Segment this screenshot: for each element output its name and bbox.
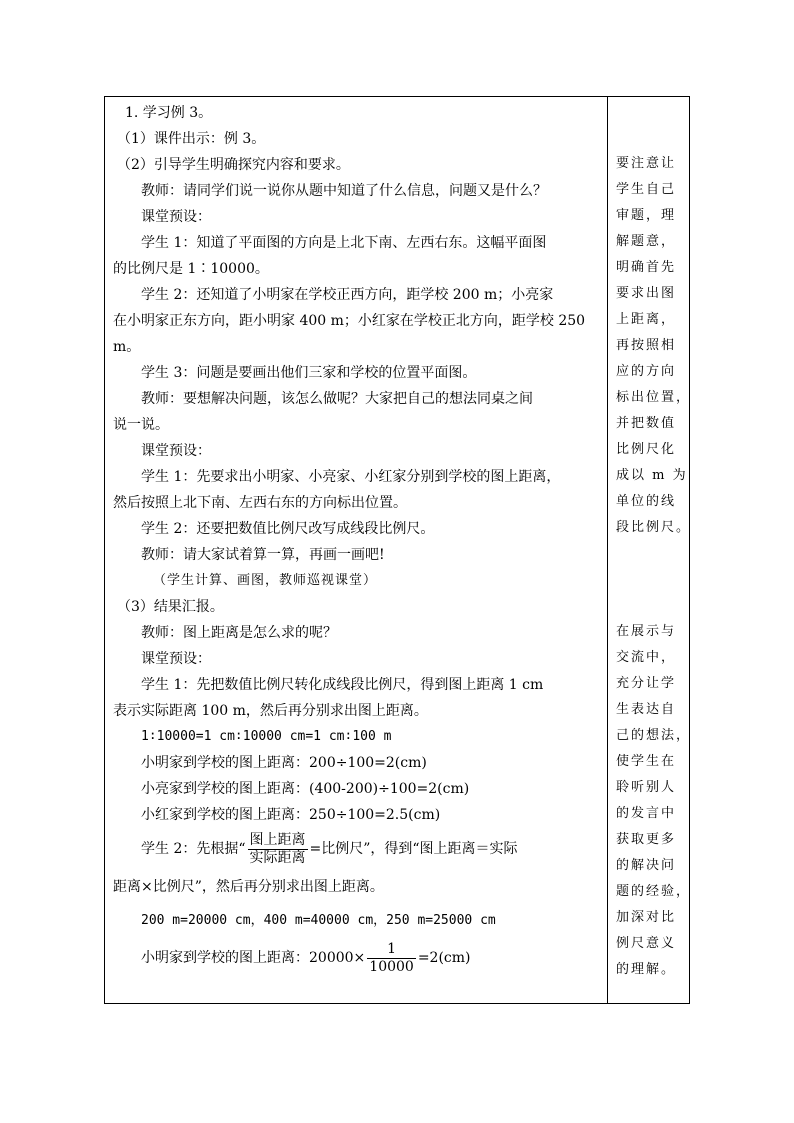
side-note-line: 己的想法， [616,728,692,743]
text-line: 教师：要想解决问题，该怎么做呢？大家把自己的想法同桌之间 [141,391,533,407]
side-note-line: 比例尺化 [616,442,677,457]
formula-line [141,937,471,979]
side-note-line: 使学生在 [616,754,677,769]
text-line: m。 [113,339,141,355]
side-note-line: 聆听别人 [616,780,677,795]
side-note-line: 审题，理 [616,208,677,223]
fraction-denominator: 10000 [369,958,414,975]
text-line: 学生 3：问题是要画出他们三家和学校的位置平面图。 [141,365,477,381]
text-line: 的比例尺是 1∶10000。 [113,261,269,277]
text-line: （1）课件出示：例 3。 [117,131,266,147]
lesson-table [104,96,690,1004]
formula-line [141,829,518,869]
text-line: 小亮家到学校的图上距离：(400-200)÷100=2(cm) [141,781,470,797]
side-note-line: 要注意让 [616,156,677,171]
text-line: 小红家到学校的图上距离：250÷100=2.5(cm) [141,807,441,823]
text-line: 表示实际距离 100 m，然后再分别求出图上距离。 [113,703,428,719]
formula-suffix: =比例尺”，得到“图上距离＝实际 [309,841,518,857]
text-line: 教师：请同学们说一说你从题中知道了什么信息，问题又是什么？ [141,183,547,199]
side-column [608,97,691,1003]
text-line: 距离×比例尺”，然后再分别求出图上距离。 [113,879,384,895]
teacher-note: （学生计算、画图，教师巡视课堂） [153,573,378,588]
side-note-line: 段比例尺。 [616,520,692,535]
text-line: 学生 2：还要把数值比例尺改写成线段比例尺。 [141,521,435,537]
text-line: 课堂预设： [141,209,211,225]
text-line: （2）引导学生明确探究内容和要求。 [117,157,350,173]
section-heading: 1. 学习例 3。 [125,105,213,121]
text-line: （3）结果汇报。 [117,599,224,615]
text-line: 说一说。 [113,417,169,433]
text-line: 课堂预设： [141,651,211,667]
text-line: 课堂预设： [141,443,211,459]
side-note-line: 例尺意义 [616,936,677,951]
side-note-line: 再按照相 [616,338,677,353]
side-note-line: 并把数值 [616,416,677,431]
side-note-line: 单位的线 [616,494,677,509]
side-note-line: 题的经验， [616,884,692,899]
side-note-line: 充分让学 [616,676,677,691]
math-line: 1∶10000=1 cm∶10000 cm=1 cm∶100 m [141,729,392,744]
side-note-line: 加深对比 [616,910,677,925]
side-note-line: 的解决问 [616,858,677,873]
side-note-line: 明确首先 [616,260,677,275]
text-line: 教师：图上距离是怎么求的呢？ [141,625,337,641]
formula-prefix: 学生 2：先根据“ [141,841,246,857]
side-note-line: 标出位置， [616,390,692,405]
fraction [248,832,308,867]
text-line: 在小明家正东方向，距小明家 400 m；小红家在学校正北方向，距学校 250 [113,313,586,329]
text-line: 小明家到学校的图上距离：200÷100=2(cm) [141,755,427,771]
text-line: 学生 1：先把数值比例尺转化成线段比例尺，得到图上距离 1 cm [141,677,544,693]
formula-prefix: 小明家到学校的图上距离：20000× [141,950,366,966]
side-note-line: 生表达自 [616,702,677,717]
text-line: 学生 1：知道了平面图的方向是上北下南、左西右东。这幅平面图 [141,235,547,251]
side-note-line: 获取更多 [616,832,677,847]
side-note-line: 上距离， [616,312,677,327]
side-note-line: 的发言中 [616,806,677,821]
main-column [113,97,605,1003]
side-note-line: 交流中， [616,650,677,665]
text-line: 然后按照上北下南、左西右东的方向标出位置。 [113,495,407,511]
text-line: 学生 1：先要求出小明家、小亮家、小红家分别到学校的图上距离， [141,469,561,485]
side-note-line: 在展示与 [616,624,677,639]
side-note-line: 应的方向 [616,364,677,379]
fraction [367,941,416,976]
text-line: 学生 2：还知道了小明家在学校正西方向，距学校 200 m；小亮家 [141,287,554,303]
formula-suffix: =2(cm) [417,950,471,966]
fraction-numerator: 1 [367,941,416,959]
side-note-line: 要求出图 [616,286,677,301]
side-note-line: 的理解。 [616,962,677,977]
fraction-denominator: 实际距离 [249,849,306,866]
text-line: 教师：请大家试着算一算，再画一画吧! [141,547,385,563]
side-note-line: 解题意， [616,234,677,249]
side-note-line: 成以 m 为 [616,468,688,483]
fraction-numerator: 图上距离 [249,831,306,848]
math-line: 200 m=20000 cm，400 m=40000 cm，250 m=25000 cm [141,913,496,928]
side-note-line: 学生自己 [616,182,677,197]
